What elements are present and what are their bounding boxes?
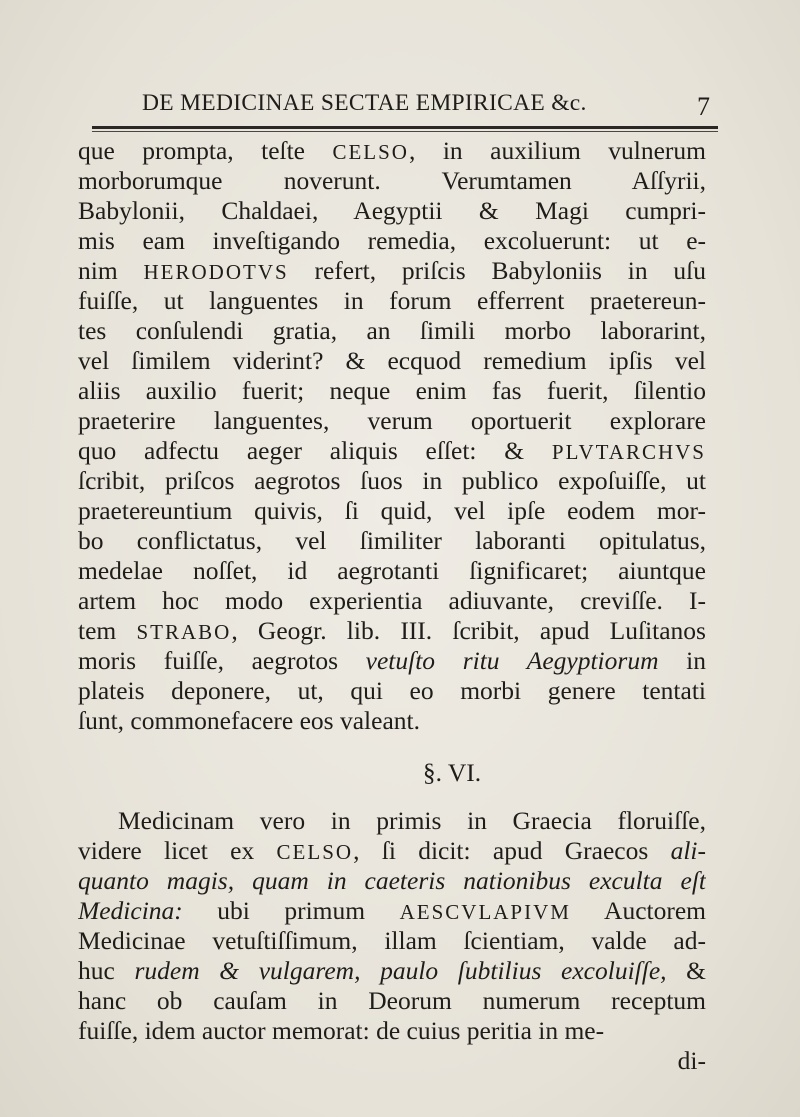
text-run: ubi primum — [182, 896, 400, 925]
italic-quote: quanto magis, quam in caeteris nationibus exculta eſt — [78, 866, 706, 895]
text-run: ſcribit, priſcos aegrotos ſuos in publico expoſuiſſe, ut — [78, 466, 706, 495]
header-rule-thin — [92, 131, 718, 132]
text-run: nim — [78, 256, 144, 285]
text-line — [78, 806, 706, 836]
text-line — [78, 406, 706, 436]
section-heading: §. VI. — [422, 758, 482, 787]
author-name: CELSO — [332, 140, 409, 164]
text-line — [78, 316, 706, 346]
text-line — [78, 866, 706, 896]
text-run: in — [658, 646, 706, 675]
author-name: HERODOTVS — [143, 260, 289, 284]
text-line — [78, 256, 706, 286]
text-run: medelae noſſet, id aegrotanti ſignificaret; aiuntque — [78, 556, 706, 585]
text-run: hanc ob cauſam in Deorum numerum receptum — [78, 986, 706, 1015]
text-run: huc — [78, 956, 135, 985]
text-run: artem hoc modo experientia adiuvante, creviſſe. I- — [78, 586, 706, 615]
italic-quote: Medicina: — [78, 896, 183, 925]
text-line — [78, 376, 706, 406]
text-run: videre licet ex — [78, 836, 277, 865]
author-name: AESCVLAPIVM — [399, 900, 571, 924]
text-line — [78, 986, 706, 1016]
paragraph-2 — [78, 806, 706, 1046]
author-name: PLVTARCHVS — [551, 440, 706, 464]
text-run: , Geogr. lib. III. ſcribit, apud Luſitanos — [231, 616, 706, 645]
text-line — [78, 616, 706, 646]
body-text — [78, 136, 706, 1076]
text-line — [78, 286, 706, 316]
text-run: Medicinam vero in primis in Graecia floruiſſe, — [118, 806, 706, 835]
text-line — [78, 466, 706, 496]
author-name: STRABO — [136, 620, 232, 644]
catchword: di- — [677, 1046, 706, 1075]
text-run: Babylonii, Chaldaei, Aegyptii & Magi cumpri- — [78, 196, 706, 225]
text-line — [78, 496, 706, 526]
text-run: moris fuiſſe, aegrotos — [78, 646, 366, 675]
text-run: plateis deponere, ut, qui eo morbi genere tentati — [78, 676, 706, 705]
text-line — [78, 586, 706, 616]
text-run: morborumque noverunt. Verumtamen Aſſyrii, — [78, 166, 706, 195]
text-line — [78, 436, 706, 466]
text-run: ſunt, commonefacere eos valeant. — [78, 706, 420, 735]
text-run: & — [666, 956, 706, 985]
text-run: que prompta, teſte — [78, 136, 333, 165]
page-header — [92, 84, 718, 124]
text-line — [78, 166, 706, 196]
text-run: aliis auxilio fuerit; neque enim fas fuerit, ſilentio — [78, 376, 706, 405]
text-run: vel ſimilem viderint? & ecquod remedium ipſis vel — [78, 346, 706, 375]
text-run: mis eam inveſtigando remedia, excoluerunt: ut e- — [78, 226, 706, 255]
text-line — [78, 346, 706, 376]
text-line — [78, 836, 706, 866]
text-line — [78, 1016, 706, 1046]
text-line — [78, 136, 706, 166]
text-line — [78, 226, 706, 256]
text-run: praetereuntium quivis, ſi quid, vel ipſe eodem mor- — [78, 496, 706, 525]
text-run: praeterire languentes, verum oportuerit explorare — [78, 406, 706, 435]
text-run: fuiſſe, ut languentes in forum efferrent praetereun- — [78, 286, 706, 315]
text-run: tes conſulendi gratia, an ſimili morbo laborarint, — [78, 316, 706, 345]
text-line — [78, 706, 706, 736]
text-line — [78, 956, 706, 986]
italic-quote: vetuſto ritu Aegyptiorum — [365, 646, 659, 675]
text-line — [78, 676, 706, 706]
text-line — [78, 646, 706, 676]
text-line — [78, 196, 706, 226]
text-run: tem — [78, 616, 137, 645]
text-run: , ſi dicit: apud Graecos — [353, 836, 671, 865]
text-line — [78, 526, 706, 556]
italic-quote: ali- — [670, 836, 706, 865]
text-run: quo adfectu aeger aliquis eſſet: & — [78, 436, 552, 465]
text-run: Auctorem — [570, 896, 706, 925]
header-rule — [92, 126, 718, 129]
page-number: 7 — [697, 92, 710, 121]
text-line — [78, 896, 706, 926]
text-run: , in auxilium vulnerum — [408, 136, 706, 165]
text-run: bo conflictatus, vel ſimiliter laboranti opitulatus, — [78, 526, 706, 555]
paragraph-1 — [78, 136, 706, 736]
text-run: refert, priſcis Babyloniis in uſu — [288, 256, 706, 285]
text-line — [78, 556, 706, 586]
text-line — [78, 926, 706, 956]
italic-quote: rudem & vulgarem, paulo ſubtilius excoluiſſe, — [134, 956, 667, 985]
text-run: fuiſſe, idem auctor memorat: de cuius peritia in me- — [78, 1016, 605, 1045]
author-name: CELSO — [276, 840, 354, 864]
running-title: DE MEDICINAE SECTAE EMPIRICAE &c. — [142, 90, 587, 116]
text-run: Medicinae vetuſtiſſimum, illam ſcientiam, valde ad- — [78, 926, 706, 955]
